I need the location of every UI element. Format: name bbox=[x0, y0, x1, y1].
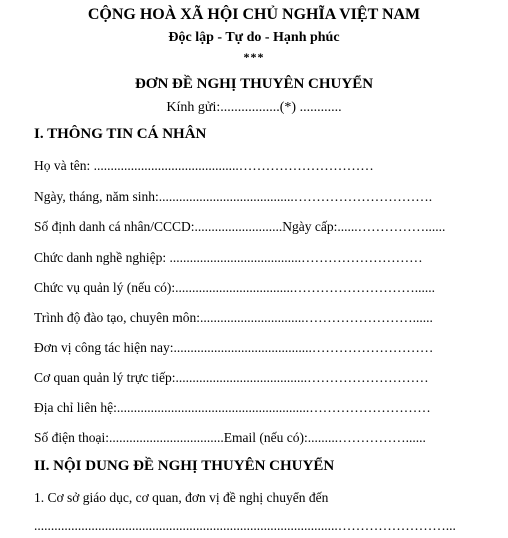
field-id-number: Số định danh cá nhân/CCCD:..........................Ngày cấp:......……………...... bbox=[34, 219, 446, 234]
section-transfer-request-heading: II. NỘI DUNG ĐỀ NGHỊ THUYÊN CHUYỂN bbox=[34, 458, 335, 474]
field-phone-email: Số điện thoại:..................................Email (nếu có):.........……………...... bbox=[34, 430, 426, 445]
field-job-title: Chức danh nghề nghiệp: .......................................……………………… bbox=[34, 250, 423, 265]
field-date-of-birth: Ngày, tháng, năm sinh:........................................…………………………. bbox=[34, 189, 433, 204]
field-address: Địa chỉ liên hệ:.........................................................……………………… bbox=[34, 400, 431, 415]
field-full-name: Họ và tên: ...........................................………………………… bbox=[34, 158, 374, 173]
national-title: CỘNG HOÀ XÃ HỘI CHỦ NGHĨA VIỆT NAM bbox=[87, 6, 421, 23]
field-management-position: Chức vụ quản lý (nếu có):...................................………………………...... bbox=[34, 280, 436, 295]
field-education-level: Trình độ đào tạo, chuyên môn:...............................……………………...... bbox=[34, 310, 433, 325]
motto: Độc lập - Tự do - Hạnh phúc bbox=[168, 30, 340, 45]
recipient-line: Kính gửi:.................(*) ............ bbox=[166, 100, 342, 115]
section-personal-info-heading: I. THÔNG TIN CÁ NHÂN bbox=[34, 126, 207, 142]
field-current-workplace: Đơn vị công tác hiện nay:.........................................……………………… bbox=[34, 340, 434, 355]
field-managing-agency: Cơ quan quản lý trực tiếp:.......................................……………………… bbox=[34, 370, 429, 385]
separator-stars: *** bbox=[243, 50, 265, 64]
form-title: ĐƠN ĐỀ NGHỊ THUYÊN CHUYỂN bbox=[134, 76, 374, 92]
item-destination-unit-line: ..........................................................................................……………………... bbox=[34, 518, 456, 533]
item-destination-unit: 1. Cơ sở giáo dục, cơ quan, đơn vị đề nghị chuyển đến bbox=[34, 490, 329, 505]
